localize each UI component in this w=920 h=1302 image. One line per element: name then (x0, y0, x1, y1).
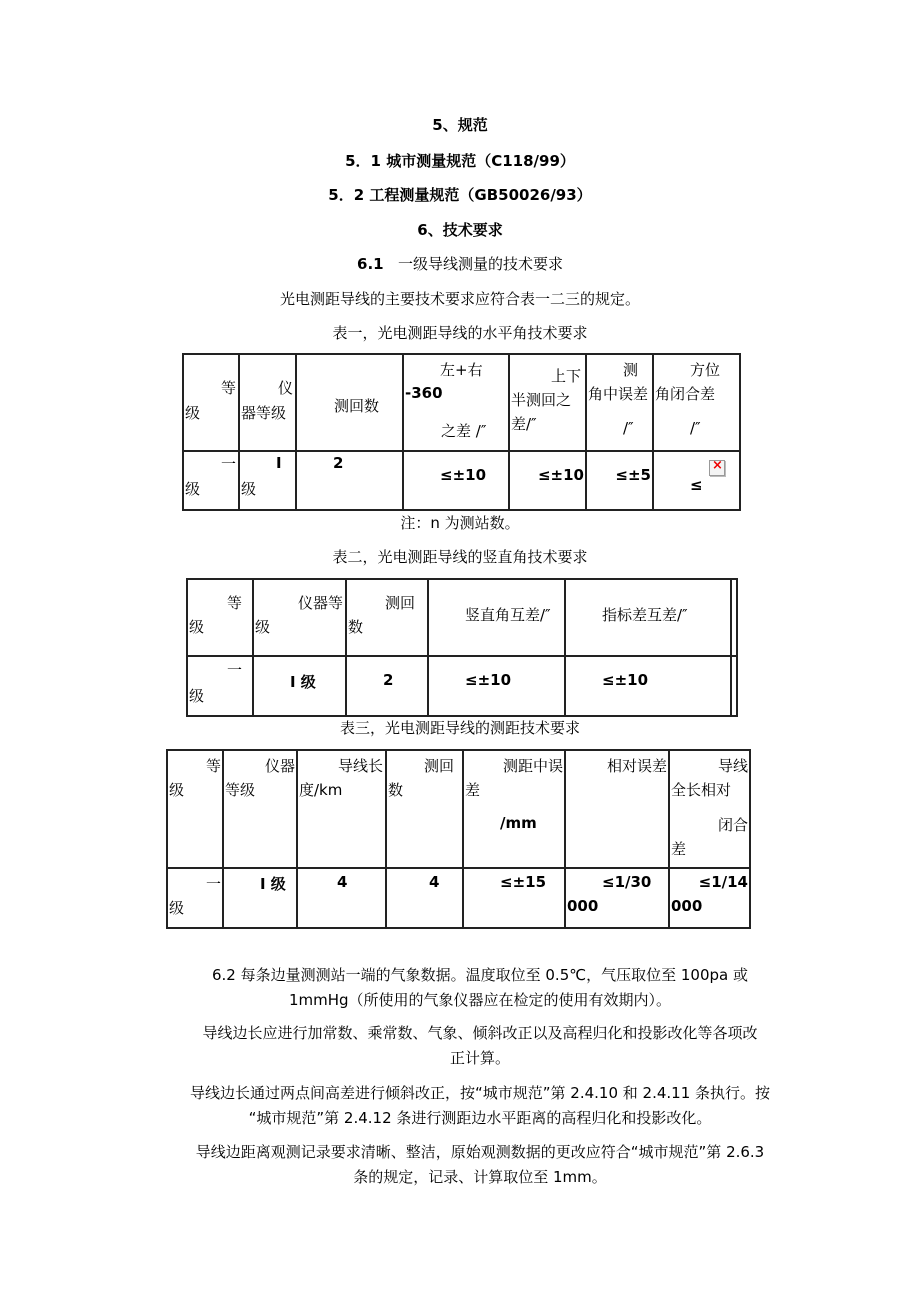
header-rounds (386, 750, 463, 868)
table-horizontal-angle (182, 353, 741, 511)
text: 级 (189, 618, 205, 636)
text: 一 (205, 875, 221, 893)
paragraph-length-corrections (170, 1021, 790, 1071)
text: ≤±15 (500, 873, 547, 891)
text: 差 (465, 781, 481, 799)
text: 测回 (423, 757, 454, 775)
text: 角中误差 (588, 385, 649, 403)
text: 等 (226, 594, 242, 612)
table2-caption: 表二，光电测距导线的竖直角技术要求 (332, 548, 588, 566)
text: 方位 (690, 361, 721, 379)
text: 2 (383, 671, 394, 689)
text: ≤±10 (465, 671, 512, 689)
cell-lr-diff (403, 451, 509, 510)
text: 导线 (717, 757, 748, 775)
text: ≤±10 (602, 671, 649, 689)
text: ≤ (690, 476, 703, 494)
text: 上下 (550, 367, 581, 385)
text: 左+右 (440, 361, 483, 379)
text: 000 (567, 897, 599, 915)
cell-closure (669, 868, 750, 928)
text: 差 (671, 840, 687, 858)
text: 竖直角互差/″ (465, 606, 551, 624)
heading-section-6-1 (0, 253, 920, 274)
header-relative-error (565, 750, 669, 868)
text: 测距中误 (502, 757, 563, 775)
text: 4 (429, 873, 440, 891)
text: 级 (185, 480, 201, 498)
heading-section-5-1: 5．1 城市测量规范（C118/99） (345, 152, 575, 170)
text: 级 (169, 781, 185, 799)
header-closure (669, 750, 750, 868)
text: 等级 (225, 781, 256, 799)
cell-azimuth-closure (653, 451, 740, 510)
table1-note: 注：n 为测站数。 (400, 514, 520, 532)
paragraph-line: 6.2 每条边量测测站一端的气象数据。温度取位至 0.5℃，气压取位至 100pa 或 (212, 966, 748, 984)
text: 差/″ (511, 415, 537, 433)
table-row (187, 656, 737, 716)
text: I 级 (290, 673, 316, 691)
text: I (276, 454, 282, 472)
paragraph-records (170, 1140, 790, 1190)
cell-grade (187, 656, 253, 716)
header-angle-error (586, 354, 653, 451)
section-title: 一级导线测量的技术要求 (397, 255, 563, 273)
header-azimuth-closure (653, 354, 740, 451)
text: 仪器等 (297, 594, 343, 612)
cell-instrument (223, 868, 297, 928)
text: -360 (405, 384, 443, 402)
text: 数 (348, 618, 364, 636)
paragraph-line: 导线边长应进行加常数、乘常数、气象、倾斜改正以及高程归化和投影改化等各项改 (202, 1024, 758, 1042)
cell-half-round-diff (509, 451, 586, 510)
text: 级 (169, 899, 185, 917)
text: 一 (226, 661, 242, 679)
text: /mm (500, 814, 537, 832)
text: 之差 /″ (441, 422, 487, 440)
text: 测回数 (334, 397, 380, 415)
cell-index-diff (565, 656, 731, 716)
text: 级 (255, 618, 271, 636)
header-lr-diff (403, 354, 509, 451)
table-distance (166, 749, 751, 929)
heading-section-5: 5、规范 (432, 116, 488, 134)
text: 指标差互差/″ (602, 606, 688, 624)
paragraph-line: 正计算。 (449, 1049, 510, 1067)
text: 全长相对 (671, 781, 732, 799)
header-index-diff (565, 579, 731, 656)
broken-image-icon (709, 460, 725, 476)
cell-grade (183, 451, 239, 510)
header-half-round-diff (509, 354, 586, 451)
text: 级 (241, 480, 257, 498)
text: ≤±5 (615, 466, 651, 484)
header-rounds (296, 354, 403, 451)
table1-caption: 表一，光电测距导线的水平角技术要求 (332, 324, 588, 342)
header-grade (167, 750, 223, 868)
cell-instrument (253, 656, 346, 716)
text: 级 (189, 687, 205, 705)
text: 测 (623, 361, 639, 379)
text: 等 (205, 757, 221, 775)
cell-angle-error (586, 451, 653, 510)
text: ≤1/30 (602, 873, 652, 891)
table-header-row (187, 579, 737, 656)
header-rounds (346, 579, 428, 656)
text: ≤1/14 (698, 873, 748, 891)
text: 2 (333, 454, 344, 472)
text: 数 (388, 781, 404, 799)
header-instrument (223, 750, 297, 868)
table-header-row (167, 750, 750, 868)
table-vertical-angle (186, 578, 738, 717)
text: ≤±10 (440, 466, 487, 484)
text: I 级 (260, 875, 286, 893)
cell-instrument (239, 451, 296, 510)
text: 一 (220, 455, 236, 473)
heading-section-5-2: 5．2 工程测量规范（GB50026/93） (328, 186, 592, 204)
cell-distance-error (463, 868, 565, 928)
table-row (167, 868, 750, 928)
section-number: 6.1 (357, 255, 384, 273)
text: 半测回之 (511, 391, 572, 409)
text: 级 (185, 404, 201, 422)
text: /″ (623, 419, 634, 437)
table-header-row (183, 354, 740, 451)
text: 角闭合差 (655, 385, 716, 403)
cell-relative-error (565, 868, 669, 928)
text: 导线长 (337, 757, 383, 775)
cell-length (297, 868, 386, 928)
header-length (297, 750, 386, 868)
paragraph-line: 导线边长通过两点间高差进行倾斜改正，按“城市规范”第 2.4.10 和 2.4.11 条执行。按 (189, 1084, 771, 1102)
table-row (183, 451, 740, 510)
paragraph-line: 条的规定，记录、计算取位至 1mm。 (353, 1168, 607, 1186)
header-instrument (239, 354, 296, 451)
cell-rounds (346, 656, 428, 716)
header-distance-error (463, 750, 565, 868)
text: 仪器 (264, 757, 295, 775)
paragraph-line: 导线边距离观测记录要求清晰、整洁，原始观测数据的更改应符合“城市规范”第 2.6.3 (195, 1143, 765, 1161)
text: 器等级 (241, 404, 287, 422)
text: /″ (690, 419, 701, 437)
text: 闭合 (717, 816, 748, 834)
text: 4 (337, 873, 348, 891)
paragraph-slope-correction (170, 1081, 790, 1131)
header-grade (183, 354, 239, 451)
header-vertical-diff (428, 579, 565, 656)
text: 测回 (384, 594, 415, 612)
text: 度/km (299, 781, 343, 799)
cell-rounds (386, 868, 463, 928)
text: 等 (220, 379, 236, 397)
cell-rounds (296, 451, 403, 510)
paragraph-line: “城市规范”第 2.4.12 条进行测距边水平距离的高程归化和投影改化。 (248, 1109, 712, 1127)
extra-column (731, 579, 737, 656)
extra-column (731, 656, 737, 716)
heading-section-6: 6、技术要求 (417, 221, 503, 239)
text: 相对误差 (606, 757, 667, 775)
paragraph-6-2 (170, 963, 790, 1013)
intro-text: 光电测距导线的主要技术要求应符合表一二三的规定。 (279, 290, 640, 308)
text: ≤±10 (537, 466, 584, 484)
text: 000 (671, 897, 703, 915)
header-grade (187, 579, 253, 656)
header-instrument (253, 579, 346, 656)
paragraph-line: 1mmHg（所使用的气象仪器应在检定的使用有效期内）。 (288, 991, 672, 1009)
cell-vertical-diff (428, 656, 565, 716)
cell-grade (167, 868, 223, 928)
table3-caption: 表三，光电测距导线的测距技术要求 (339, 719, 580, 737)
text: 仪 (277, 379, 293, 397)
